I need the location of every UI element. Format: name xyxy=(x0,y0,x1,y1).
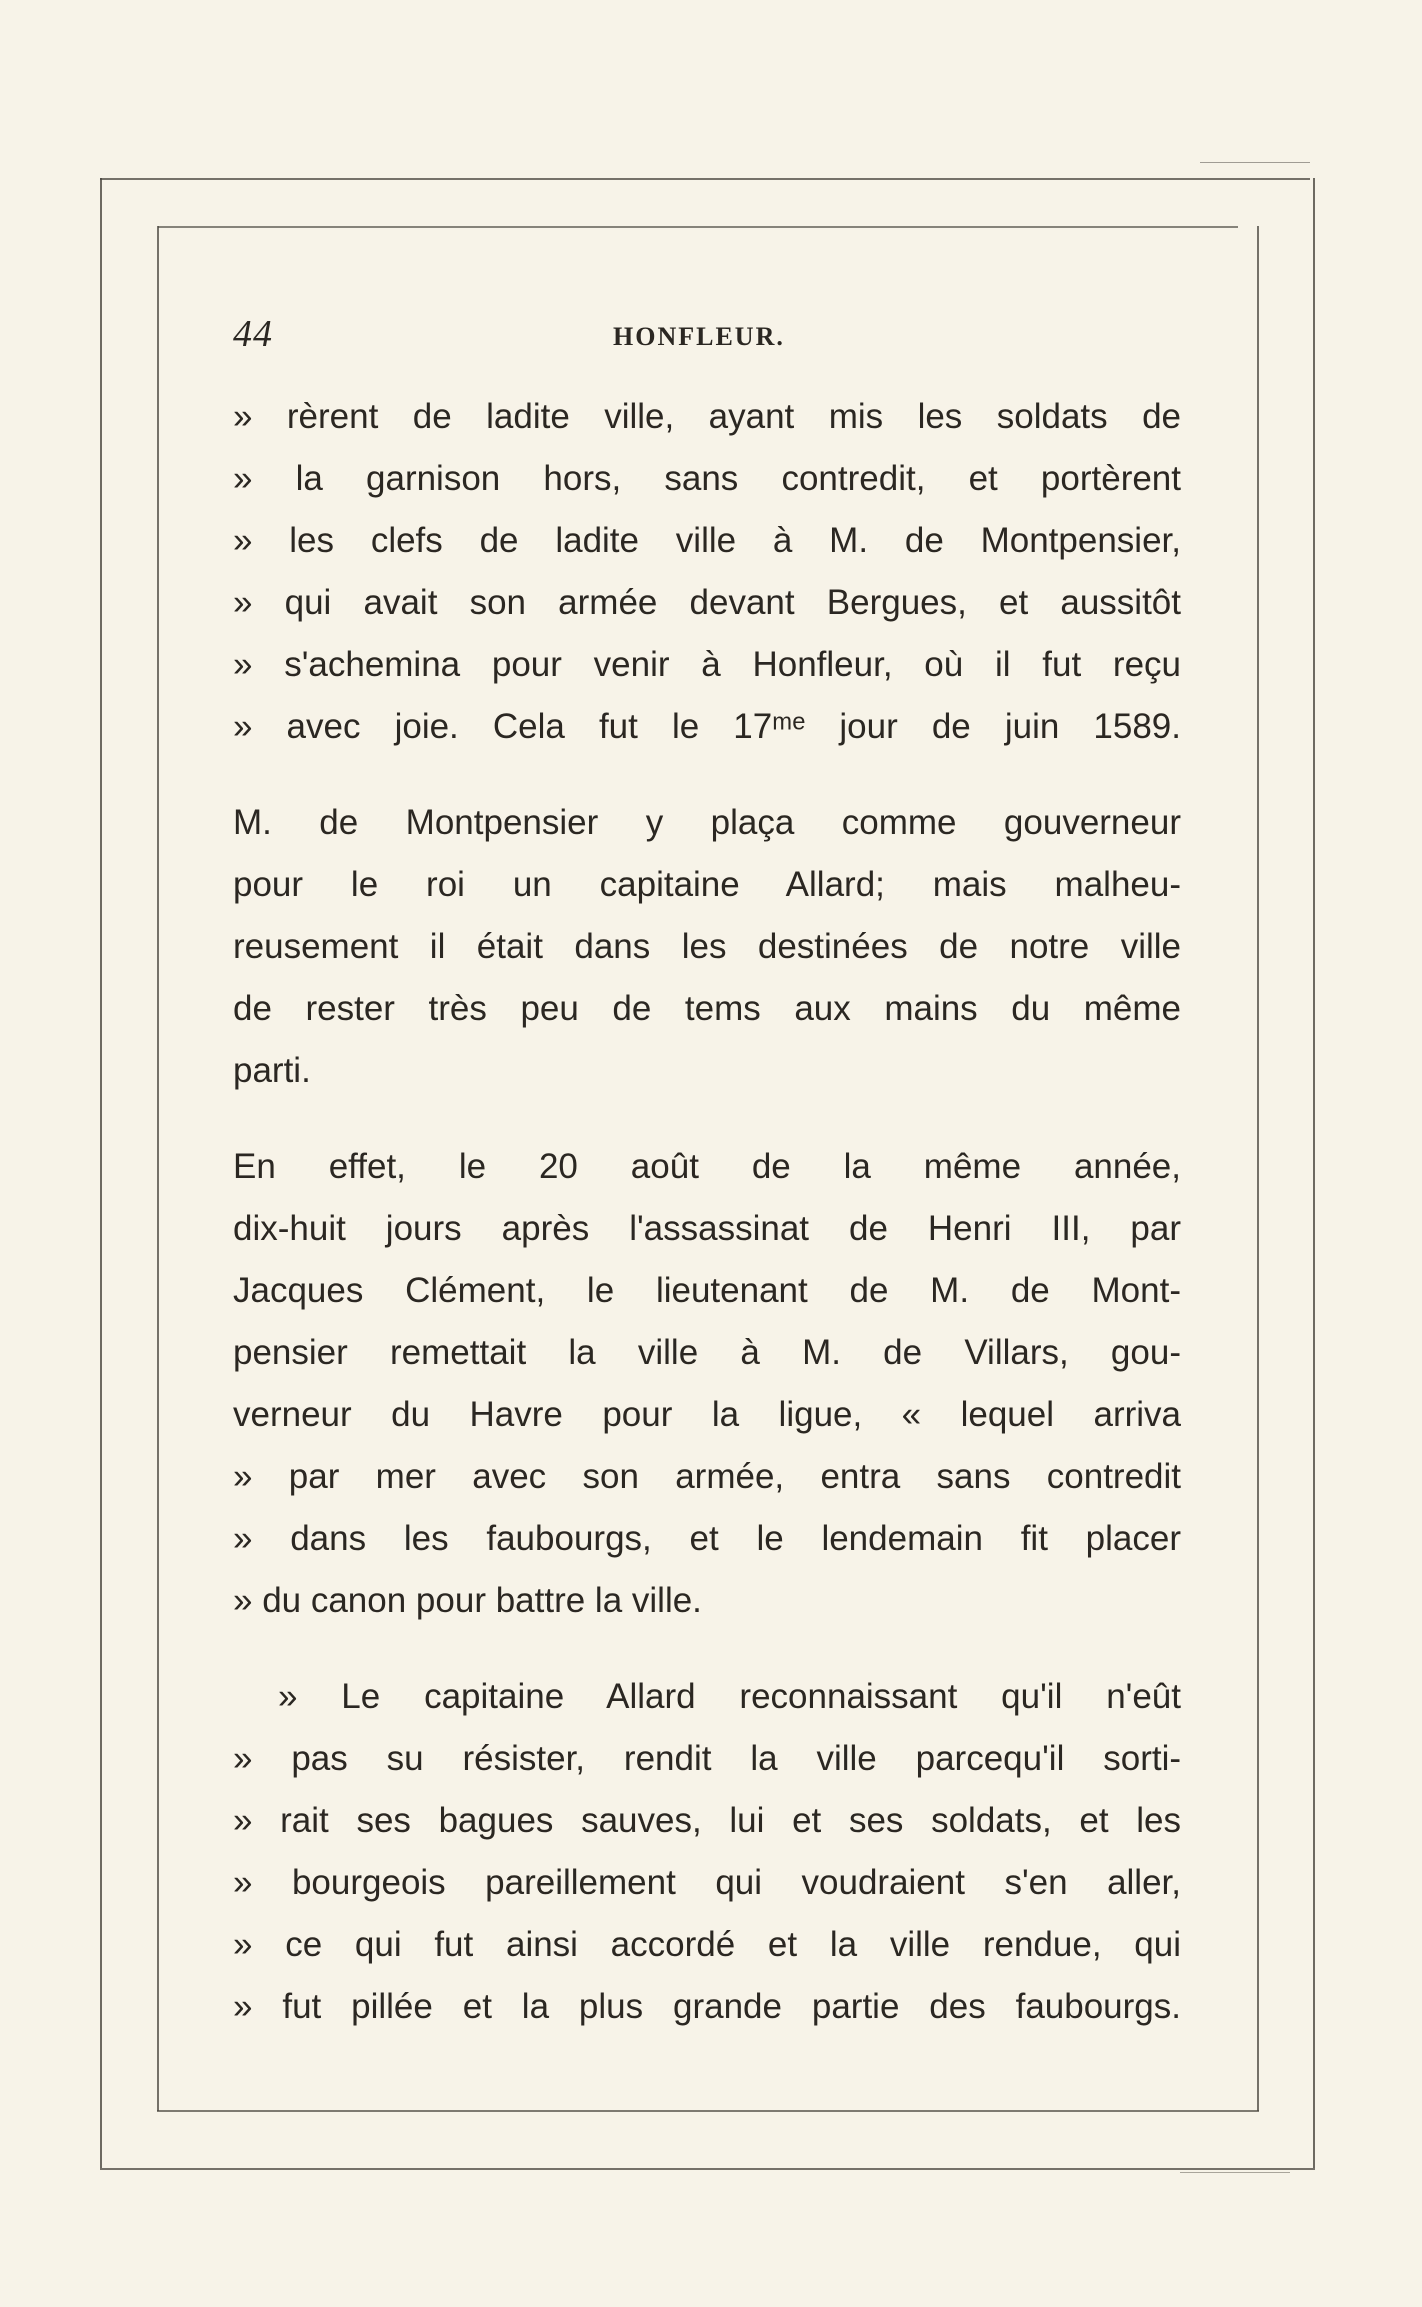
text-line: » Le capitaine Allard reconnaissant qu'il n'eût xyxy=(278,1677,1181,1716)
frame-ornament-top xyxy=(1200,162,1310,163)
text-line: » bourgeois pareillement qui voudraient s'en aller, xyxy=(233,1863,1181,1902)
text-line: » s'achemina pour venir à Honfleur, où il fut reçu xyxy=(233,645,1181,684)
outer-frame-right xyxy=(1313,178,1315,2168)
page-header xyxy=(233,312,1233,362)
text-line: reusement il était dans les destinées de notre ville xyxy=(233,927,1181,966)
text-line: » dans les faubourgs, et le lendemain fit placer xyxy=(233,1519,1181,1558)
text-line: » avec joie. Cela fut le 17ᵐᵉ jour de juin 1589. xyxy=(233,707,1181,746)
text-line: En effet, le 20 août de la même année, xyxy=(233,1147,1181,1186)
outer-frame-bottom xyxy=(100,2168,1315,2170)
running-title: HONFLEUR. xyxy=(613,322,785,351)
text-line: parti. xyxy=(233,1051,311,1090)
inner-frame-left xyxy=(157,226,159,2111)
frame-ornament-bottom xyxy=(1180,2172,1290,2173)
text-line: » du canon pour battre la ville. xyxy=(233,1581,702,1620)
text-line: » par mer avec son armée, entra sans contredit xyxy=(233,1457,1181,1496)
paragraph-gap xyxy=(233,1632,1181,1666)
text-line: » la garnison hors, sans contredit, et portèrent xyxy=(233,459,1181,498)
paragraph-gap xyxy=(233,1102,1181,1136)
page-number: 44 xyxy=(233,313,273,355)
text-line: » qui avait son armée devant Bergues, et aussitôt xyxy=(233,583,1181,622)
inner-frame-right xyxy=(1257,226,1259,2111)
inner-frame-bottom xyxy=(157,2110,1259,2112)
outer-frame-top xyxy=(100,178,1310,180)
text-line: Jacques Clément, le lieutenant de M. de Mont- xyxy=(233,1271,1181,1310)
text-line: pensier remettait la ville à M. de Villars, gou- xyxy=(233,1333,1181,1372)
text-line: » pas su résister, rendit la ville parcequ'il sorti- xyxy=(233,1739,1181,1778)
inner-frame-top xyxy=(158,226,1238,228)
text-line: de rester très peu de tems aux mains du même xyxy=(233,989,1181,1028)
text-line: » rait ses bagues sauves, lui et ses soldats, et les xyxy=(233,1801,1181,1840)
text-line: » fut pillée et la plus grande partie des faubourgs. xyxy=(233,1987,1181,2026)
paragraph-gap xyxy=(233,758,1181,792)
text-line: » les clefs de ladite ville à M. de Montpensier, xyxy=(233,521,1181,560)
text-line: » rèrent de ladite ville, ayant mis les soldats de xyxy=(233,397,1181,436)
body-text xyxy=(233,386,1181,2038)
outer-frame-left xyxy=(100,178,102,2168)
text-line: » ce qui fut ainsi accordé et la ville rendue, qui xyxy=(233,1925,1181,1964)
text-line: dix-huit jours après l'assassinat de Henri III, par xyxy=(233,1209,1181,1248)
text-line: verneur du Havre pour la ligue, « lequel arriva xyxy=(233,1395,1181,1434)
text-line: pour le roi un capitaine Allard; mais malheu- xyxy=(233,865,1181,904)
text-line: M. de Montpensier y plaça comme gouverneur xyxy=(233,803,1181,842)
